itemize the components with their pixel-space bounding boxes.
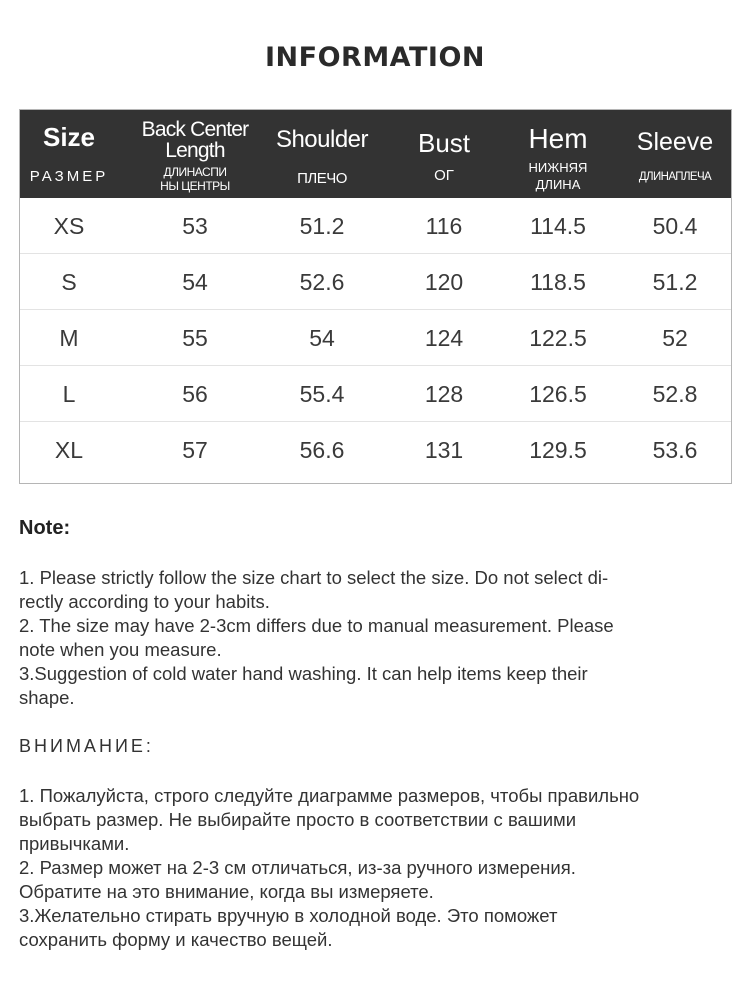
note-ru-line: выбрать размер. Не выбирайте просто в соответствии с вашими <box>19 809 577 830</box>
table-row <box>20 422 731 478</box>
cell-shoulder: 51.2 <box>299 213 345 239</box>
cell-bust: 128 <box>424 381 464 407</box>
cell-back-length: 55 <box>182 325 208 351</box>
note-ru-line: привычками. <box>19 833 130 854</box>
header-shoulder-en: Shoulder <box>275 126 369 153</box>
cell-back-length: 54 <box>182 269 208 295</box>
cell-shoulder: 52.6 <box>299 269 345 295</box>
cell-sleeve: 50.4 <box>652 213 698 239</box>
page-title: INFORMATION <box>264 42 485 73</box>
header-back-length-en-2: Length <box>165 139 225 162</box>
cell-bust: 120 <box>424 269 464 295</box>
note-ru-line: Обратите на это внимание, когда вы измеряете. <box>19 881 434 902</box>
cell-hem: 126.5 <box>529 381 587 407</box>
header-back-length <box>128 110 262 198</box>
table-row <box>20 310 731 366</box>
header-back-length-en-1: Back Center <box>141 118 249 141</box>
note-line: shape. <box>19 687 75 708</box>
note-line: rectly according to your habits. <box>19 591 270 612</box>
cell-sleeve: 52 <box>662 325 688 351</box>
note-ru-line: 1. Пожалуйста, строго следуйте диаграмме размеров, чтобы правильно <box>19 785 640 806</box>
note-ru-line: сохранить форму и качество вещей. <box>19 929 333 950</box>
header-shoulder-ru: ПЛЕЧО <box>297 170 347 187</box>
table-row <box>20 366 731 422</box>
table-row <box>20 198 731 254</box>
header-back-length-ru-2: НЫ ЦЕНТРЫ <box>160 179 230 193</box>
note-line: 1. Please strictly follow the size chart to select the size. Do not select di- <box>19 567 609 588</box>
header-hem <box>500 110 616 198</box>
cell-bust: 116 <box>425 213 463 239</box>
cell-size: S <box>61 269 77 295</box>
cell-hem: 118.5 <box>530 269 586 295</box>
cell-size: XS <box>53 213 85 239</box>
cell-shoulder: 56.6 <box>299 437 345 463</box>
note-title: Note: <box>19 517 71 539</box>
cell-sleeve: 51.2 <box>652 269 698 295</box>
cell-back-length: 53 <box>182 213 208 239</box>
cell-shoulder: 55.4 <box>299 381 345 407</box>
cell-size: L <box>62 381 76 407</box>
cell-back-length: 57 <box>182 437 208 463</box>
note-line: 2. The size may have 2-3cm differs due to manual measurement. Please <box>19 615 614 636</box>
cell-hem: 114.5 <box>530 213 586 239</box>
header-sleeve-en: Sleeve <box>636 128 714 156</box>
cell-sleeve: 53.6 <box>652 437 698 463</box>
cell-size: M <box>59 325 79 351</box>
header-bust <box>384 110 504 198</box>
note-ru-text <box>19 784 731 952</box>
cell-hem: 129.5 <box>529 437 587 463</box>
header-bust-ru: ОГ <box>434 167 454 184</box>
table-body <box>20 198 731 478</box>
note-text <box>19 566 731 710</box>
header-size-en: Size <box>42 122 96 152</box>
cell-shoulder: 54 <box>309 325 335 351</box>
cell-back-length: 56 <box>182 381 208 407</box>
cell-sleeve: 52.8 <box>652 381 698 407</box>
header-hem-en: Hem <box>528 123 588 154</box>
cell-bust: 124 <box>424 325 464 351</box>
header-hem-ru-1: НИЖНЯЯ <box>528 160 588 175</box>
note-ru-line: 3.Желательно стирать вручную в холодной воде. Это поможет <box>19 905 558 926</box>
size-chart-table <box>19 109 732 484</box>
header-hem-ru-2: ДЛИНА <box>535 177 581 192</box>
header-size-ru: РАЗМЕР <box>29 168 109 185</box>
header-sleeve <box>618 110 732 198</box>
header-back-length-ru-1: ДЛИНАСПИ <box>163 165 227 179</box>
note-line: note when you measure. <box>19 639 222 660</box>
cell-size: XL <box>54 437 84 463</box>
note-line: 3.Suggestion of cold water hand washing. It can help items keep their <box>19 663 588 684</box>
note-ru-title: ВНИМАНИЕ: <box>19 736 154 756</box>
cell-bust: 131 <box>424 437 464 463</box>
table-header <box>20 110 731 198</box>
header-bust-en: Bust <box>417 128 471 158</box>
table-row <box>20 254 731 310</box>
header-sleeve-ru: ДЛИНАПЛЕЧА <box>638 171 712 183</box>
header-size <box>20 110 118 198</box>
cell-hem: 122.5 <box>529 325 587 351</box>
note-ru-line: 2. Размер может на 2-3 см отличаться, из-за ручного измерения. <box>19 857 576 878</box>
header-shoulder <box>260 110 384 198</box>
